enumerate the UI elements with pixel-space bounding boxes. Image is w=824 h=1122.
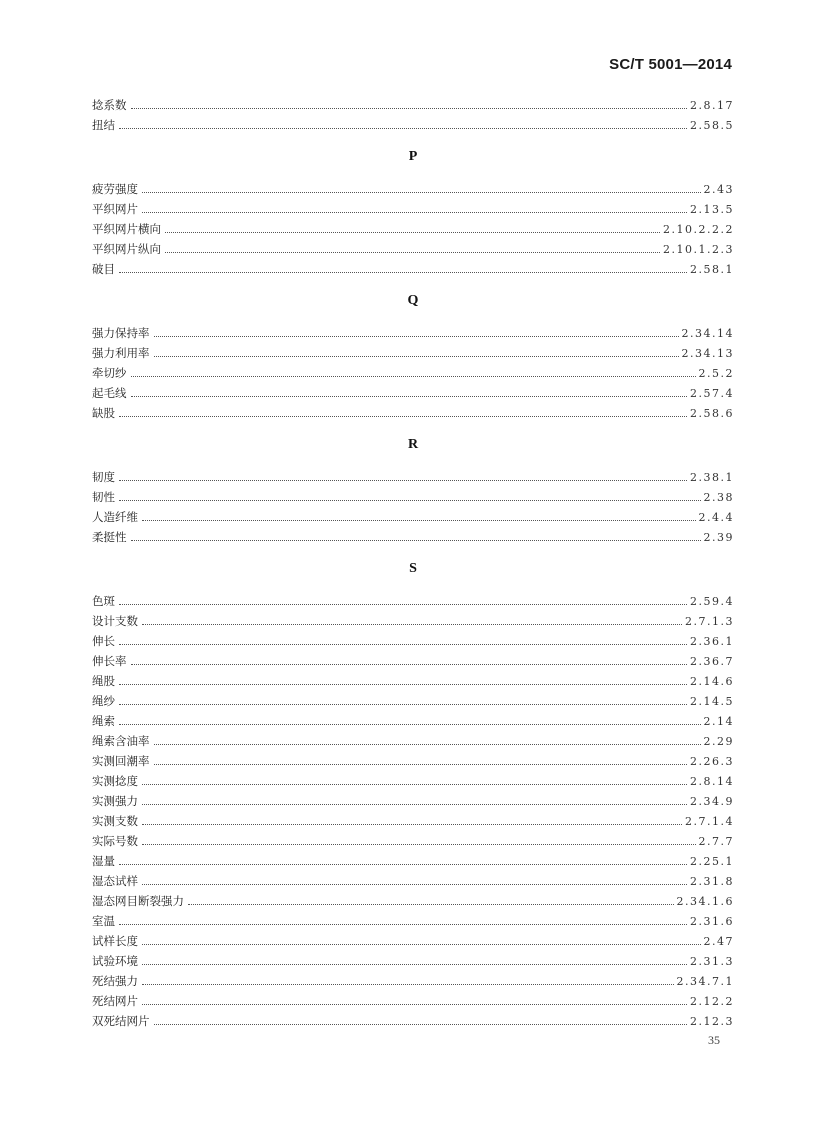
entry-term: 起毛线 [92,386,127,400]
entry-term: 平织网片横向 [92,222,161,236]
entry-reference: 2.7.1.4 [685,815,734,828]
entry-term: 捻系数 [92,98,127,112]
document-code: SC/T 5001—2014 [609,56,732,73]
entry-term: 湿态试样 [92,874,138,888]
dot-leader [142,844,696,845]
entry-reference: 2.7.7 [698,835,734,848]
index-entry [92,527,734,547]
index-entry [92,467,734,487]
entry-reference: 2.34.13 [681,347,734,360]
entry-term: 人造纤维 [92,510,138,524]
entry-reference: 2.29 [703,735,734,748]
dot-leader [119,480,687,481]
dot-leader [165,252,660,253]
dot-leader [119,684,687,685]
dot-leader [188,904,674,905]
entry-reference: 2.10.1.2.3 [663,243,734,256]
entry-term: 室温 [92,914,115,928]
entry-term: 绳索 [92,714,115,728]
entry-reference: 2.13.5 [690,203,734,216]
entry-term: 绳纱 [92,694,115,708]
dot-leader [119,864,687,865]
index-entry [92,951,734,971]
entry-term: 伸长率 [92,654,127,668]
entry-term: 伸长 [92,634,115,648]
dot-leader [142,884,687,885]
dot-leader [142,192,701,193]
dot-leader [142,520,696,521]
dot-leader [142,784,687,785]
index-list [92,95,734,1031]
dot-leader [142,964,687,965]
index-entry [92,219,734,239]
dot-leader [119,924,687,925]
dot-leader [119,704,687,705]
dot-leader [131,540,701,541]
index-entry [92,771,734,791]
dot-leader [154,1024,688,1025]
entry-reference: 2.58.6 [690,407,734,420]
entry-term: 实测回潮率 [92,754,150,768]
index-entry [92,671,734,691]
index-entry [92,831,734,851]
entry-term: 实测捻度 [92,774,138,788]
index-entry [92,403,734,423]
index-entry [92,115,734,135]
section-letter: S [409,561,417,576]
dot-leader [154,336,679,337]
entry-term: 试样长度 [92,934,138,948]
entry-reference: 2.38.1 [690,471,734,484]
index-entry [92,971,734,991]
entry-reference: 2.58.5 [690,119,734,132]
index-entry [92,871,734,891]
entry-reference: 2.36.7 [690,655,734,668]
entry-reference: 2.8.17 [690,99,734,112]
dot-leader [142,624,682,625]
entry-reference: 2.4.4 [698,511,734,524]
dot-leader [119,604,687,605]
entry-term: 死结强力 [92,974,138,988]
dot-leader [119,416,687,417]
entry-term: 平织网片纵向 [92,242,161,256]
entry-reference: 2.14.6 [690,675,734,688]
entry-reference: 2.12.3 [690,1015,734,1028]
index-entry [92,891,734,911]
dot-leader [119,500,701,501]
entry-term: 试验环境 [92,954,138,968]
dot-leader [142,212,687,213]
index-entry [92,363,734,383]
dot-leader [142,1004,687,1005]
entry-term: 韧性 [92,490,115,504]
index-entry [92,931,734,951]
index-entry [92,487,734,507]
entry-term: 实测强力 [92,794,138,808]
dot-leader [131,376,696,377]
entry-term: 平织网片 [92,202,138,216]
entry-reference: 2.47 [703,935,734,948]
dot-leader [142,984,674,985]
entry-reference: 2.34.9 [690,795,734,808]
entry-reference: 2.36.1 [690,635,734,648]
entry-reference: 2.31.6 [690,915,734,928]
index-entry [92,911,734,931]
entry-reference: 2.34.14 [681,327,734,340]
index-entry [92,507,734,527]
dot-leader [131,108,688,109]
entry-term: 绳股 [92,674,115,688]
index-entry [92,711,734,731]
entry-term: 缺股 [92,406,115,420]
entry-term: 强力保持率 [92,326,150,340]
index-entry [92,731,734,751]
entry-reference: 2.14 [703,715,734,728]
entry-reference: 2.14.5 [690,695,734,708]
index-entry [92,691,734,711]
entry-term: 疲劳强度 [92,182,138,196]
entry-term: 色斑 [92,594,115,608]
index-entry [92,591,734,611]
dot-leader [131,396,688,397]
entry-reference: 2.26.3 [690,755,734,768]
entry-term: 湿态网目断裂强力 [92,894,184,908]
entry-term: 死结网片 [92,994,138,1008]
entry-reference: 2.58.1 [690,263,734,276]
page-number: 35 [708,1033,720,1047]
index-entry [92,751,734,771]
entry-term: 强力利用率 [92,346,150,360]
dot-leader [119,644,687,645]
index-entry [92,259,734,279]
section-letter: R [407,437,419,452]
entry-reference: 2.10.2.2.2 [663,223,734,236]
section-letter: P [408,149,418,164]
entry-reference: 2.57.4 [690,387,734,400]
index-entry [92,611,734,631]
dot-leader [142,944,701,945]
entry-term: 扭结 [92,118,115,132]
index-entry [92,791,734,811]
dot-leader [131,664,688,665]
dot-leader [119,128,687,129]
entry-term: 双死结网片 [92,1014,150,1028]
index-entry [92,199,734,219]
entry-reference: 2.31.8 [690,875,734,888]
entry-reference: 2.25.1 [690,855,734,868]
entry-reference: 2.8.14 [690,775,734,788]
entry-term: 湿量 [92,854,115,868]
entry-reference: 2.38 [703,491,734,504]
index-entry [92,239,734,259]
dot-leader [142,824,682,825]
entry-term: 绳索含油率 [92,734,150,748]
entry-term: 破目 [92,262,115,276]
dot-leader [165,232,660,233]
dot-leader [154,744,701,745]
index-entry [92,95,734,115]
entry-term: 柔挺性 [92,530,127,544]
entry-reference: 2.39 [703,531,734,544]
entry-reference: 2.59.4 [690,595,734,608]
entry-reference: 2.43 [703,183,734,196]
index-entry [92,323,734,343]
section-letter: Q [407,293,419,308]
dot-leader [142,804,687,805]
index-entry [92,811,734,831]
index-entry [92,1011,734,1031]
entry-term: 韧度 [92,470,115,484]
entry-reference: 2.12.2 [690,995,734,1008]
dot-leader [119,272,687,273]
dot-leader [119,724,701,725]
dot-leader [154,356,679,357]
index-entry [92,343,734,363]
index-entry [92,651,734,671]
entry-reference: 2.31.3 [690,955,734,968]
index-entry [92,179,734,199]
entry-term: 实测支数 [92,814,138,828]
index-entry [92,383,734,403]
index-entry [92,851,734,871]
index-entry [92,991,734,1011]
entry-term: 实际号数 [92,834,138,848]
entry-term: 设计支数 [92,614,138,628]
entry-reference: 2.7.1.3 [685,615,734,628]
dot-leader [154,764,688,765]
index-entry [92,631,734,651]
entry-reference: 2.34.1.6 [676,895,734,908]
entry-reference: 2.34.7.1 [676,975,734,988]
entry-term: 牵切纱 [92,366,127,380]
entry-reference: 2.5.2 [698,367,734,380]
